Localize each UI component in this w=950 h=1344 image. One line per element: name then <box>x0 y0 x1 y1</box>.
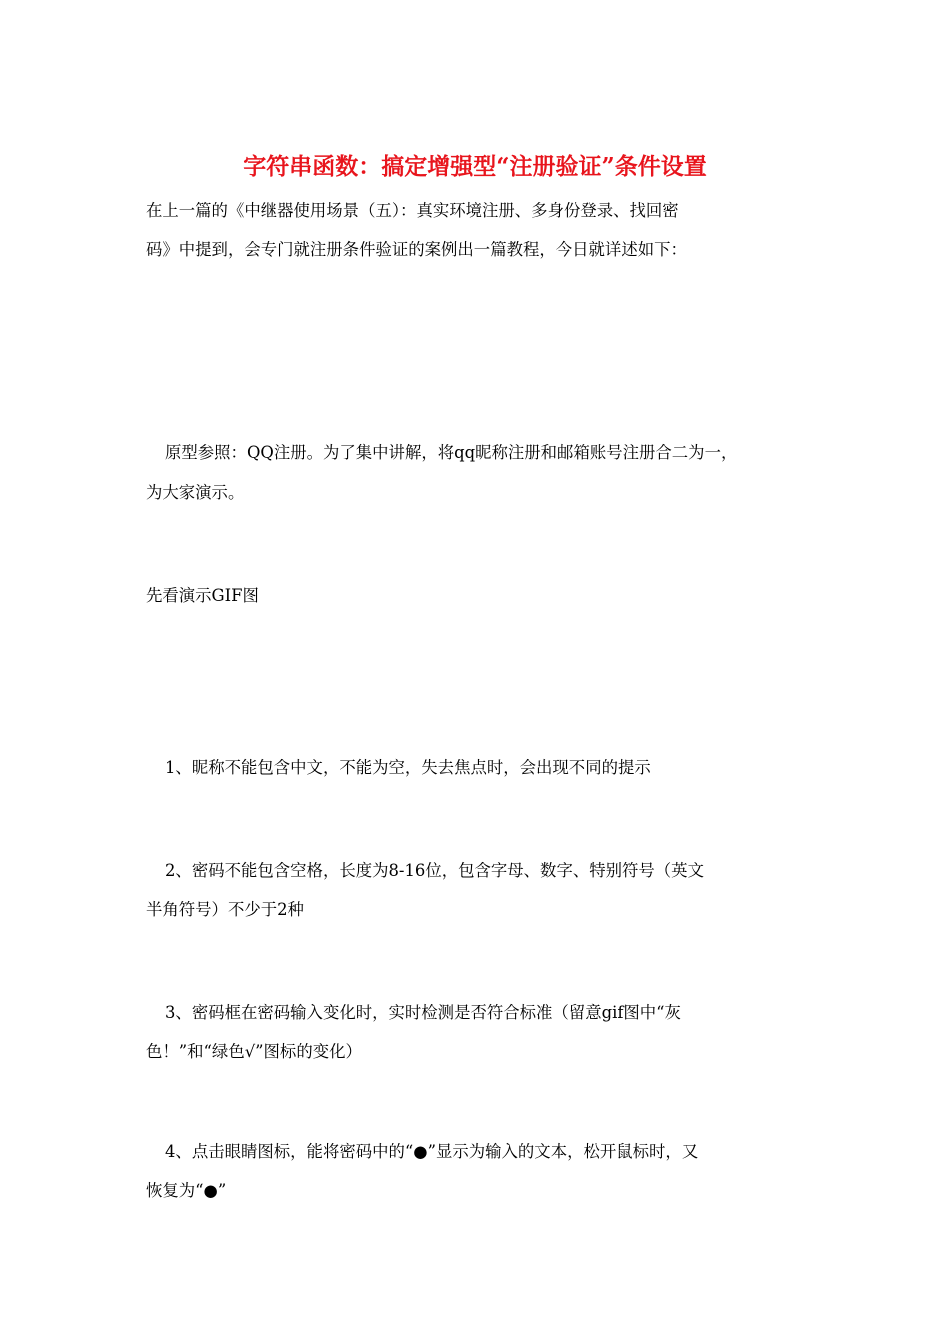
intro-line-2: 码》中提到，会专门就注册条件验证的案例出一篇教程，今日就详述如下： <box>146 240 687 259</box>
prototype-line-2: 为大家演示。 <box>146 483 245 502</box>
prototype-line-1: 原型参照：QQ注册。为了集中讲解，将qq昵称注册和邮箱账号注册合二为一， <box>165 443 738 462</box>
rule-3-line-2: 色！”和“绿色√”图标的变化） <box>146 1042 362 1061</box>
intro-line-1: 在上一篇的《中继器使用场景（五）：真实环境注册、多身份登录、找回密 <box>146 201 679 220</box>
rule-3-line-1: 3、密码框在密码输入变化时，实时检测是否符合标准（留意gif图中“灰 <box>165 1003 681 1022</box>
rule-1-line-1: 1、昵称不能包含中文，不能为空，失去焦点时，会出现不同的提示 <box>165 758 651 777</box>
gif-note: 先看演示GIF图 <box>146 586 259 605</box>
rule-2-line-2: 半角符号）不少于2种 <box>146 900 304 919</box>
document-title: 字符串函数：搞定增强型“注册验证”条件设置 <box>243 153 707 180</box>
rule-2-line-1: 2、密码不能包含空格，长度为8-16位，包含字母、数字、特别符号（英文 <box>165 861 704 880</box>
rule-4-line-2: 恢复为“●” <box>146 1181 227 1200</box>
rule-4-line-1: 4、点击眼睛图标，能将密码中的“●”显示为输入的文本，松开鼠标时，又 <box>165 1142 699 1161</box>
